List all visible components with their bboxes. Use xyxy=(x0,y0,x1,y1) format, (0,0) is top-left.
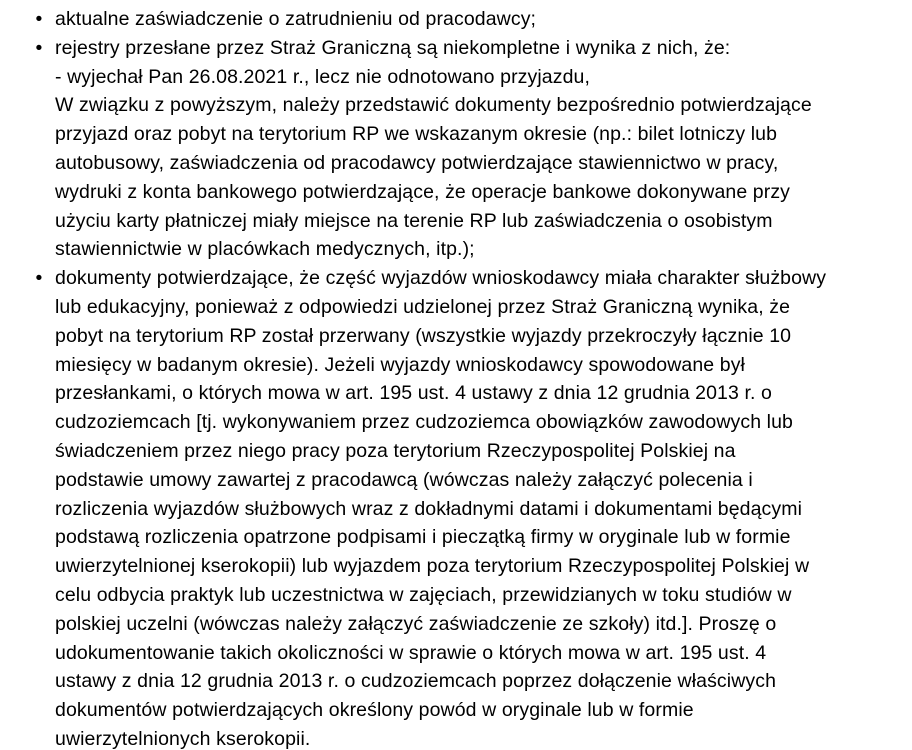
text-line: dokumentów potwierdzających określony powód w oryginale lub w formie xyxy=(55,699,694,722)
text-line: ustawy z dnia 12 grudnia 2013 r. o cudzoziemcach poprzez dołączenie właściwych xyxy=(55,670,777,693)
text-line: - wyjechał Pan 26.08.2021 r., lecz nie odnotowano przyjazdu, xyxy=(55,65,590,88)
text-line: aktualne zaświadczenie o zatrudnieniu od pracodawcy; xyxy=(55,8,537,30)
text-line: użyciu karty płatniczej miały miejsce na terenie RP lub zaświadczenia o osobistym xyxy=(55,209,773,232)
text-line: rozliczenia wyjazdów służbowych wraz z dokładnymi datami i dokumentami będącymi xyxy=(55,497,803,520)
text-line: przyjazd oraz pobyt na terytorium RP we wskazanym okresie (np.: bilet lotniczy lub xyxy=(55,123,778,146)
text-line: uwierzytelnionych kserokopii. xyxy=(55,727,311,750)
list-item xyxy=(35,264,904,750)
bullet-marker: • xyxy=(35,36,43,59)
text-line: przesłankami, o których mowa w art. 195 ust. 4 ustawy z dnia 12 grudnia 2013 r. o xyxy=(55,382,772,405)
text-line: świadczeniem przez niego pracy poza terytorium Rzeczypospolitej Polskiej na xyxy=(55,439,736,462)
text-line: podstawą rozliczenia opatrzone podpisami i pieczątką firmy w oryginale lub w formie xyxy=(55,526,791,549)
text-line: lub edukacyjny, ponieważ z odpowiedzi udzielonej przez Straż Graniczną wynika, że xyxy=(55,295,791,318)
text-line: podstawie umowy zawartej z pracodawcą (wówczas należy załączyć polecenia i xyxy=(55,468,753,491)
text-line: polskiej uczelni (wówczas należy załączyć zaświadczenie ze szkoły) itd.]. Proszę o xyxy=(55,612,777,635)
bullet-marker: • xyxy=(35,8,43,30)
text-line: autobusowy, zaświadczenia od pracodawcy potwierdzające stawiennictwo w pracy, xyxy=(55,151,779,174)
text-line: pobyt na terytorium RP został przerwany (wszystkie wyjazdy przekroczyły łącznie 10 xyxy=(55,324,792,347)
text-line: udokumentowanie takich okoliczności w sprawie o których mowa w art. 195 ust. 4 xyxy=(55,641,767,664)
text-line: rejestry przesłane przez Straż Graniczną są niekompletne i wynika z nich, że: xyxy=(55,36,731,59)
text-line: cudzoziemcach [tj. wykonywaniem przez cudzoziemca obowiązków zawodowych lub xyxy=(55,411,793,434)
text-line: wydruki z konta bankowego potwierdzające, że operacje bankowe dokonywane przy xyxy=(55,180,791,203)
text-line: miesięcy w badanym okresie). Jeżeli wyjazdy wnioskodawcy spowodowane był xyxy=(55,353,745,376)
text-line: W związku z powyższym, należy przedstawić dokumenty bezpośrednio potwierdzające xyxy=(55,94,812,117)
list-item xyxy=(35,5,904,34)
text-line: dokumenty potwierdzające, że część wyjazdów wnioskodawcy miała charakter służbowy xyxy=(55,267,827,290)
text-line: uwierzytelnionej kserokopii) lub wyjazdem poza terytorium Rzeczypospolitej Polskiej w xyxy=(55,555,810,578)
list-item xyxy=(35,34,904,264)
text-line: celu odbycia praktyk lub uczestnictwa w zajęciach, przewidzianych w toku studiów w xyxy=(55,583,792,606)
text-line: stawiennictwie w placówkach medycznych, itp.); xyxy=(55,238,475,261)
bullet-marker: • xyxy=(35,267,43,290)
